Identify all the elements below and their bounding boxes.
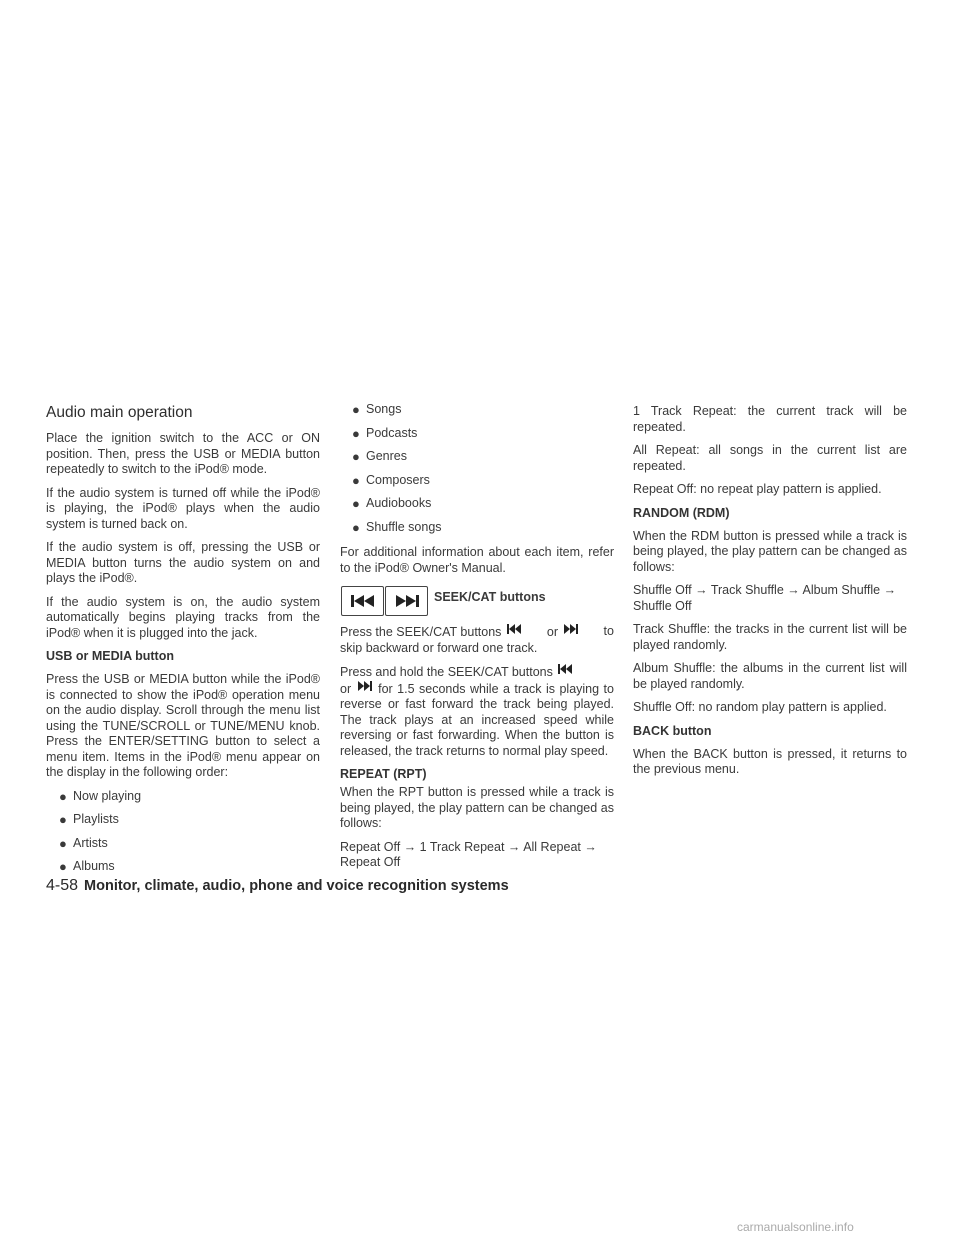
additional-info-paragraph: For additional information about each item, refer to the iPod® Owner's Manual. [340,545,614,575]
seek-paragraph-1: Press the SEEK/CAT buttons or to skip backward or forward one track. [340,624,614,655]
repeat-off-paragraph: Repeat Off: no repeat play pattern is applied. [633,482,882,496]
list-item: ● Albums [59,859,115,874]
all-repeat-paragraph: All Repeat: all songs in the current list are repeated. [633,443,907,473]
watermark: carmanualsonline.info [737,1220,854,1234]
chapter-title: Monitor, climate, audio, phone and voice recognition systems [84,878,509,894]
skip-forward-icon [358,681,372,691]
skip-forward-icon [394,595,420,607]
one-track-repeat-paragraph: 1 Track Repeat: the current track will be repeated. [633,404,907,434]
skip-forward-icon [564,624,578,634]
list-item: ● Shuffle songs [352,519,442,535]
usb-media-heading: USB or MEDIA button [46,649,174,663]
shuffle-off-paragraph: Shuffle Off: no random play pattern is applied. [633,700,887,714]
seek-forward-key [385,586,428,616]
column-middle [340,402,614,879]
bullet-icon: ● [59,812,67,827]
paragraph-system-off: If the audio system is off, pressing the USB or MEDIA button turns the audio system on and plays the iPod®. [46,540,320,585]
list-item: ● Playlists [59,812,119,827]
page-footer [46,876,509,896]
random-heading: RANDOM (RDM) [633,505,730,520]
column-right [633,404,907,786]
skip-back-icon [558,664,572,674]
back-button-paragraph: When the BACK button is pressed, it returns to the previous menu. [633,746,907,776]
bullet-icon: ● [352,496,360,511]
seek-back-key [341,586,384,616]
list-item: ● Audiobooks [352,496,432,511]
repeat-sequence: Repeat Off → 1 Track Repeat → All Repeat → Repeat Off [340,839,597,869]
column-left [46,404,320,883]
intro-paragraph: Place the ignition switch to the ACC or ON position. Then, press the USB or MEDIA button repeatedly to switch to the iPod® mode. [46,431,320,476]
bullet-icon: ● [352,472,360,488]
seek-paragraph-2: Press and hold the SEEK/CAT buttons or for 1.5 seconds while a track is playing to reverse or fast forward the track being played. The track plays at an increased speed while reversing or fast forwarding. When the button is released, the track returns to normal play speed. [340,665,614,758]
menu-items-list-1 [46,789,320,883]
repeat-paragraph: When the RPT button is pressed while a track is being played, the play pattern can be changed as follows: [340,785,614,830]
track-shuffle-paragraph: Track Shuffle: the tracks in the current list will be played randomly. [633,622,907,652]
random-paragraph: When the RDM button is pressed while a track is being played, the play pattern can be changed as follows: [633,528,907,574]
paragraph-system-on: If the audio system is on, the audio system automatically begins playing tracks from the iPod® when it is plugged into the jack. [46,594,320,640]
repeat-heading: REPEAT (RPT) [340,767,427,781]
usb-media-paragraph: Press the USB or MEDIA button while the iPod® is connected to show the iPod® operation menu on the audio display. Scroll through the menu list using the TUNE/SCROLL or TUNE/MENU knob. Press the ENTER/SETTING button to select a menu item. Items in the iPod® menu appear on the display in the following order: [46,672,320,779]
bullet-icon: ● [352,425,360,441]
list-item: ● Artists [59,835,108,851]
back-button-heading: BACK button [633,723,712,738]
album-shuffle-paragraph: Album Shuffle: the albums in the current list will be played randomly. [633,661,907,691]
bullet-icon: ● [59,788,67,804]
list-item: ● Podcasts [352,425,418,441]
bullet-icon: ● [352,519,360,535]
section-title: Audio main operation [46,404,193,421]
skip-back-icon [350,595,376,607]
paragraph-power-off: If the audio system is turned off while the iPod® is playing, the iPod® plays when the audio system is turned back on. [46,485,320,531]
menu-items-list-2 [340,402,614,543]
random-sequence: Shuffle Off → Track Shuffle → Album Shuffle → Shuffle Off [633,583,897,613]
seek-cat-button-figure [340,584,614,618]
skip-back-icon [507,624,521,634]
page-number: 4-58 [46,877,79,894]
list-item: ● Composers [352,472,430,488]
bullet-icon: ● [352,449,360,464]
list-item: ● Now playing [59,788,142,804]
bullet-icon: ● [352,402,360,417]
list-item: ● Genres [352,449,407,464]
list-item: ● Songs [352,402,402,417]
bullet-icon: ● [59,859,67,874]
bullet-icon: ● [59,835,67,851]
seek-cat-label: SEEK/CAT buttons [434,590,546,605]
